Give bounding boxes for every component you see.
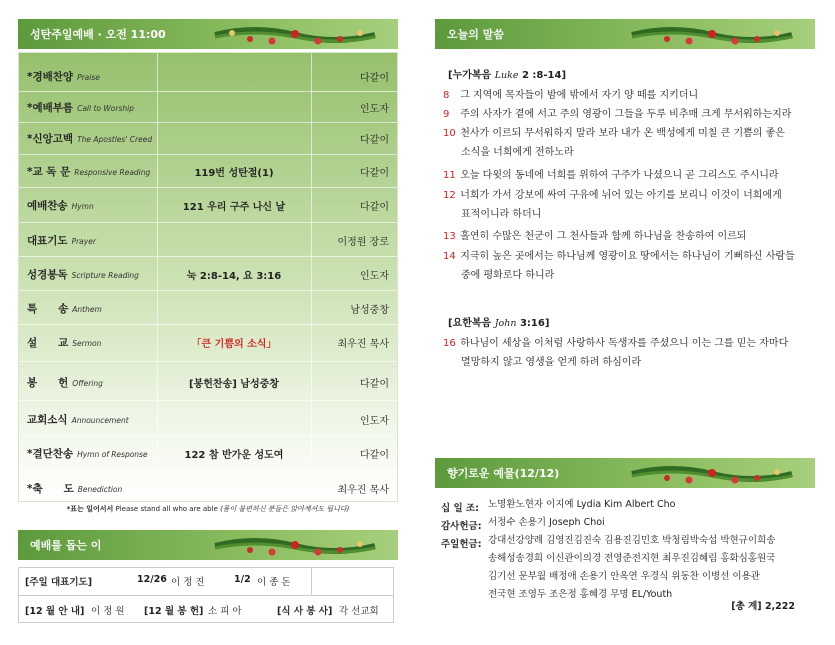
rep-prayer-label: [주일 대표기도] (25, 577, 93, 588)
sunday-label: 주일헌금: (441, 539, 482, 550)
thanks-label: 감사헌금: (441, 521, 482, 532)
offering-helper-label: [12 월 봉 헌] (144, 606, 204, 617)
meal-name: 각 선교회 (339, 606, 379, 617)
worship-item-name: *축 도 Benediction (27, 482, 123, 495)
worship-item-name: 대표기도 Prayer (27, 234, 96, 247)
worship-item-detail: [봉헌찬송] 남성중창 (189, 378, 279, 390)
worship-item-leader: 다같이 (360, 378, 389, 390)
worship-row (19, 259, 397, 289)
worship-item-name: 설 교 Sermon (27, 336, 102, 349)
thanks-value: 서정수 손용기 Joseph Choi (488, 517, 605, 528)
worship-row (19, 61, 397, 91)
worship-item-name: 교회소식 Announcement (27, 413, 129, 426)
tithe-label: 십 일 조: (441, 503, 479, 514)
guide-name: 이 정 원 (91, 606, 125, 617)
helpers-banner (18, 530, 398, 560)
worship-item-leader: 다같이 (360, 201, 389, 213)
worship-row (19, 156, 397, 186)
helpers-title: 예배를 돕는 이 (30, 539, 102, 552)
offering-total: [총 계] 2,222 (731, 601, 795, 612)
worship-item-leader: 인도자 (360, 270, 389, 282)
worship-item-detail: 122 참 반가운 성도여 (184, 449, 284, 461)
luke-verse: 14 지극히 높은 곳에서는 하나님께 영광이요 땅에서는 하나님이 기뻐하신 사람들 중에 평화로다 하니라 (443, 251, 795, 281)
luke-verse: 13 홀연히 수많은 천군이 그 천사들과 함께 하나님을 찬송하여 이르되 (443, 231, 747, 242)
worship-item-leader: 다같이 (360, 167, 389, 179)
tithe-value: 노명환노현자 이지예 Lydia Kim Albert Cho (488, 499, 676, 510)
date-1: 12/26 (137, 574, 167, 585)
worship-item-leader: 최우진 목사 (337, 338, 389, 350)
date-2: 1/2 (234, 574, 251, 585)
worship-item-name: 특 송 Anthem (27, 302, 102, 315)
worship-row (19, 327, 397, 357)
worship-item-leader: 인도자 (360, 415, 389, 427)
helpers-table (18, 567, 394, 623)
worship-item-name: 성경봉독 Scripture Reading (27, 268, 139, 281)
holly-garland-icon (210, 532, 380, 558)
worship-row (19, 367, 397, 397)
worship-row (19, 293, 397, 323)
luke-verse: 12 너희가 가서 강보에 싸여 구유에 뉘어 있는 아기를 보리니 이것이 너희에게 표적이니라 하더니 (443, 190, 782, 220)
worship-item-leader: 남성중창 (350, 304, 389, 316)
luke-verse: 8 그 지역에 목자들이 밤에 밖에서 자기 양 떼를 지키더니 (443, 90, 699, 101)
worship-item-leader: 다같이 (360, 72, 389, 84)
luke-verse: 9 주의 사자가 곁에 서고 주의 영광이 그들을 두루 비추매 크게 무서워하는지라 (443, 109, 792, 120)
guide-label: [12 월 안 내] (25, 606, 85, 617)
worship-item-name: *예배부름 Call to Worship (27, 101, 134, 114)
luke-verse: 10 천사가 이르되 무서워하지 말라 보라 내가 온 백성에게 미칠 큰 기쁨의 좋은 소식을 너희에게 전하노라 (443, 128, 785, 158)
worship-row (19, 473, 397, 503)
worship-item-leader: 인도자 (360, 103, 389, 115)
offering-list (435, 492, 815, 622)
worship-item-name: 예배찬송 Hymn (27, 199, 94, 212)
holly-garland-icon (627, 21, 797, 47)
worship-row (19, 92, 397, 122)
service-title: 성탄주일예배 · 오전 11:00 (30, 28, 166, 41)
worship-item-name: *결단찬송 Hymn of Response (27, 447, 148, 460)
worship-row (19, 190, 397, 220)
word-banner (435, 19, 815, 49)
worship-item-leader: 이정원 장로 (337, 236, 389, 248)
offering-title: 향기로운 예물(12/12) (447, 467, 560, 480)
worship-item-name: 봉 헌 Offering (27, 376, 103, 389)
offering-helper-name: 소 피 아 (208, 606, 242, 617)
holly-garland-icon (627, 460, 797, 486)
luke-verse: 11 오늘 다윗의 동네에 너희를 위하여 구주가 나셨으니 곧 그리스도 주시니라 (443, 170, 779, 181)
offering-banner (435, 458, 815, 488)
worship-item-leader: 다같이 (360, 134, 389, 146)
service-banner (18, 19, 398, 49)
worship-item-detail: 119번 성탄절(1) (194, 167, 274, 179)
worship-row (19, 123, 397, 153)
meal-label: [식 사 봉 사] (277, 606, 333, 617)
worship-row (19, 404, 397, 434)
prayer-name-2: 이 종 돈 (257, 577, 291, 588)
prayer-name-1: 이 정 진 (171, 577, 205, 588)
worship-item-leader: 다같이 (360, 449, 389, 461)
worship-item-name: *교 독 문 Responsive Reading (27, 165, 151, 178)
order-of-worship (18, 52, 398, 502)
luke-reference: [누가복음 Luke 2 :8-14] (448, 70, 567, 81)
worship-item-name: *신앙고백 The Apostles' Creed (27, 132, 153, 145)
worship-item-leader: 최우진 목사 (337, 484, 389, 496)
worship-row (19, 225, 397, 255)
worship-item-name: *경배찬양 Praise (27, 70, 100, 83)
worship-row (19, 438, 397, 468)
worship-item-detail: 눅 2:8-14, 요 3:16 (186, 270, 282, 282)
worship-item-detail: 「큰 기쁨의 소식」 (191, 338, 277, 350)
john-reference: [요한복음 John 3:16] (448, 318, 550, 329)
sunday-value: 강대선강양례 김영진김진숙 김용진김민호 박청림박숙섭 박현규이희송 송해성송경희 이신관이의경 전영준전지현 최우진김혜림 홍화심홍원국 김기선 문부월 배정애 손용기 안옥연 우경식 위동찬 이병선 이용관 전국현 조영두 조은정 홍혜경 무명 EL/Youth (488, 535, 776, 600)
word-title: 오늘의 말씀 (447, 28, 504, 41)
worship-item-detail: 121 우리 구주 나신 날 (182, 201, 286, 213)
holly-garland-icon (210, 21, 380, 47)
john-verse: 16 하나님이 세상을 이처럼 사랑하사 독생자를 주셨으니 이는 그를 믿는 자마다 멸망하지 않고 영생을 얻게 하려 하심이라 (443, 338, 789, 368)
standing-note: *표는 일어서서 Please stand all who are able (몸이 불편하신 분들은 앉아계셔도 됩니다) (66, 505, 350, 513)
